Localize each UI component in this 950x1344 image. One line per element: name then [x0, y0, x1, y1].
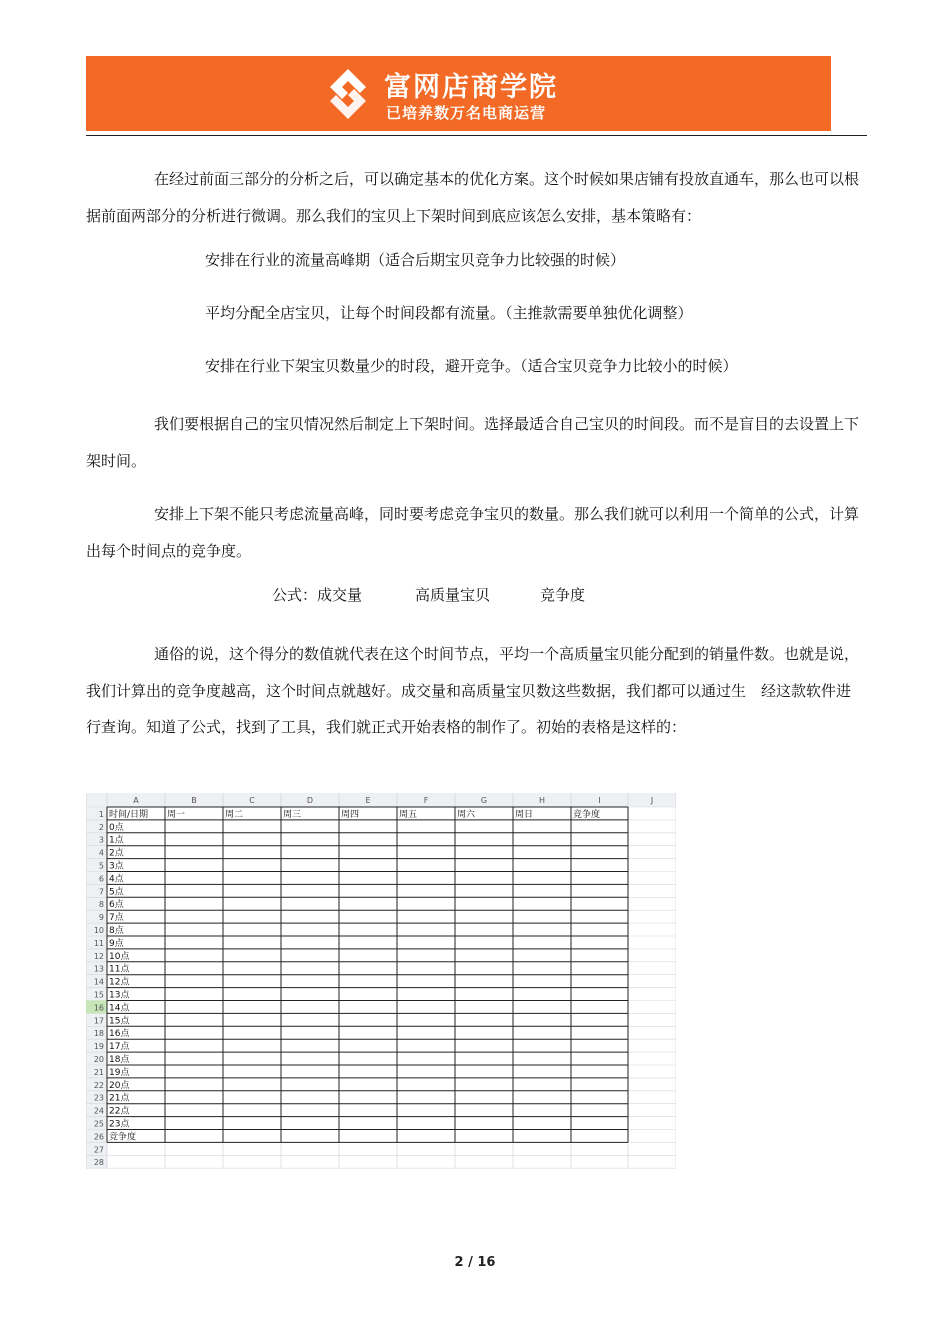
- table-header-cell: 周四: [341, 809, 360, 820]
- table-row-label: 18点: [109, 1055, 130, 1065]
- row-number: 24: [93, 1106, 104, 1116]
- table-header-cell: 周三: [283, 809, 302, 820]
- row-number: 22: [93, 1080, 104, 1090]
- table-row-label: 22点: [109, 1106, 130, 1117]
- table-row-label: 7点: [109, 913, 124, 924]
- row-number: 15: [93, 990, 104, 1000]
- table-row-label: 10点: [109, 951, 130, 962]
- column-letter: D: [306, 796, 314, 805]
- column-letter: I: [598, 796, 601, 805]
- row-number: 1: [98, 809, 104, 819]
- table-header-cell: 时间/日期: [109, 809, 149, 820]
- table-row-label: 14点: [109, 1003, 130, 1014]
- table-row-label: 21点: [109, 1093, 130, 1104]
- row-number: 18: [93, 1029, 104, 1039]
- row-number: 10: [93, 926, 104, 935]
- row-number: 11: [93, 938, 104, 948]
- table-row-label: 17点: [109, 1042, 130, 1053]
- table-header-cell: 周一: [167, 809, 186, 820]
- paragraph-competition: 安排上下架不能只考虑流量高峰，同时要考虑竞争宝贝的数量。那么我们就可以利用一个简单的公式，计算出每个时间点的竞争度。: [86, 505, 860, 560]
- page-number: 2 / 16: [454, 1255, 496, 1270]
- table-row-label: 12点: [109, 977, 130, 988]
- row-number: 8: [98, 900, 104, 910]
- column-letter: E: [365, 796, 371, 805]
- row-number: 14: [93, 977, 104, 987]
- row-number: 12: [93, 951, 104, 961]
- spreadsheet-image: [86, 793, 676, 1170]
- row-number: 3: [98, 835, 104, 845]
- table-row-label: 16点: [109, 1029, 130, 1040]
- column-letter: H: [538, 796, 546, 805]
- row-number: 26: [93, 1132, 104, 1142]
- row-number: 13: [93, 964, 104, 974]
- formula-label: 公式：成交量: [272, 586, 363, 604]
- row-number: 16: [93, 1003, 104, 1013]
- brand-title: 富网店商学院: [384, 72, 558, 103]
- column-letter: F: [423, 796, 429, 805]
- table-row-label: 13点: [109, 990, 130, 1001]
- table-row-label: 11点: [109, 964, 130, 975]
- table-row-label: 4点: [109, 874, 124, 885]
- row-number: 25: [93, 1119, 104, 1129]
- table-row-label: 2点: [109, 848, 124, 859]
- strategy-item-3: 安排在行业下架宝贝数量少的时段，避开竞争。（适合宝贝竞争力比较小的时候）: [205, 357, 738, 375]
- table-row-label: 1点: [109, 835, 124, 846]
- row-number: 28: [93, 1158, 104, 1168]
- table-row-label: 5点: [109, 887, 124, 898]
- column-letter: B: [191, 796, 197, 805]
- row-number: 27: [93, 1145, 104, 1155]
- strategy-item-1: 安排在行业的流量高峰期（适合后期宝贝竞争力比较强的时候）: [205, 251, 626, 269]
- row-number: 6: [98, 874, 104, 884]
- table-header-cell: 周五: [399, 809, 418, 820]
- paragraph-explanation: 通俗的说，这个得分的数值就代表在这个时间节点，平均一个高质量宝贝能分配到的销量件数。也就是说，我们计算出的竞争度越高，这个时间点就越好。成交量和高质量宝贝数这些数据，我们都可以通过生 经这款软件进行查询。知道了公式，找到了工具，我们就正式开始表格的制作了。初始的表格是这样的：: [86, 645, 860, 736]
- table-row-label: 竞争度: [109, 1132, 137, 1143]
- row-number: 4: [98, 848, 104, 858]
- row-number: 5: [98, 861, 104, 871]
- row-number: 2: [98, 822, 104, 832]
- row-number: 20: [93, 1055, 104, 1064]
- table-header-cell: 周日: [515, 809, 534, 820]
- row-number: 7: [98, 887, 104, 897]
- table-header-cell: 竞争度: [573, 809, 601, 820]
- column-letter: C: [249, 796, 255, 805]
- strategy-item-2: 平均分配全店宝贝，让每个时间段都有流量。（主推款需要单独优化调整）: [205, 304, 693, 322]
- table-row-label: 20点: [109, 1080, 130, 1091]
- header-banner: [86, 56, 831, 131]
- brand-subtitle: 已培养数万名电商运营: [386, 104, 547, 122]
- row-number: 21: [93, 1067, 104, 1077]
- row-number: 19: [93, 1042, 104, 1052]
- table-header-cell: 周二: [225, 809, 244, 820]
- row-number: 17: [93, 1016, 104, 1026]
- table-row-label: 19点: [109, 1067, 130, 1078]
- row-number: 23: [93, 1093, 104, 1103]
- column-letter: A: [133, 796, 139, 805]
- column-header-strip: [86, 793, 676, 807]
- table-row-label: 8点: [109, 926, 124, 936]
- row-number: 9: [98, 913, 104, 923]
- table-row-label: 9点: [109, 938, 124, 949]
- table-row-label: 6点: [109, 900, 124, 911]
- paragraph-schedule: 我们要根据自己的宝贝情况然后制定上下架时间。选择最适合自己宝贝的时间段。而不是盲目的去设置上下架时间。: [86, 415, 860, 470]
- table-row-label: 0点: [109, 822, 124, 833]
- table-row-label: 15点: [109, 1016, 130, 1027]
- formula-term-competition: 竞争度: [540, 586, 586, 604]
- brand-logo-icon: [322, 66, 374, 122]
- header-divider: [86, 135, 867, 136]
- table-header-cell: 周六: [457, 809, 476, 820]
- table-row-label: 23点: [109, 1119, 130, 1130]
- table-row-label: 3点: [109, 861, 124, 872]
- column-letter: J: [650, 796, 654, 805]
- paragraph-intro: 在经过前面三部分的分析之后，可以确定基本的优化方案。这个时候如果店铺有投放直通车，那么也可以根据前面两部分的分析进行微调。那么我们的宝贝上下架时间到底应该怎么安排，基本策略有：: [86, 170, 860, 225]
- formula-term-quality-items: 高质量宝贝: [415, 586, 491, 604]
- column-letter: G: [480, 796, 488, 805]
